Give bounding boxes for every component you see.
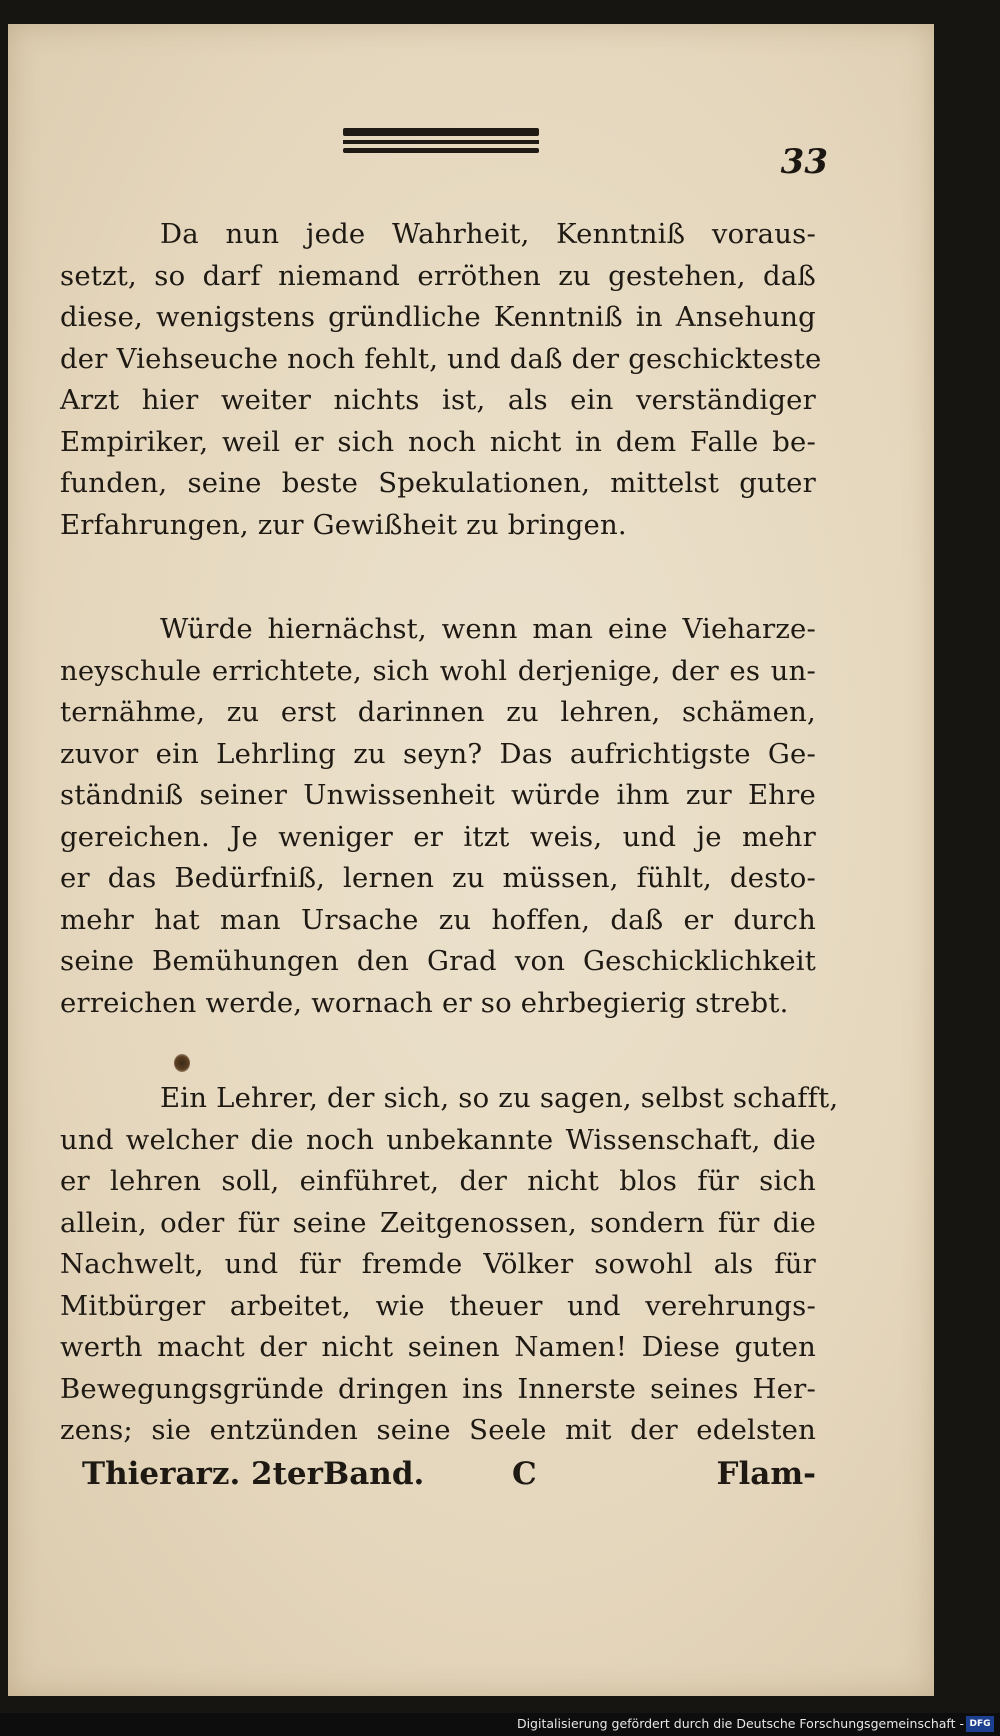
page-number: 33 [780, 142, 828, 182]
text-line: Erfahrungen, zur Gewißheit zu bringen. [60, 508, 627, 541]
text-line: und welcher die noch unbekannte Wissenschaft, die [60, 1123, 816, 1156]
text-line: werth macht der nicht seinen Namen! Diese guten [60, 1331, 816, 1363]
book-page [8, 24, 934, 1696]
text-line: diese, wenigstens gründliche Kenntniß in Ansehung [60, 301, 816, 333]
text-line: Bewegungsgründe dringen ins Innerste seines Her- [60, 1372, 816, 1405]
text-line: Empiriker, weil er sich noch nicht in dem Falle be- [60, 425, 816, 458]
text-line: Arzt hier weiter nichts ist, als ein verständiger [60, 384, 816, 416]
catchword: Flam- [716, 1456, 816, 1492]
credit-text: Digitalisierung gefördert durch die Deutsche Forschungsgemeinschaft - [516, 1716, 964, 1731]
text-line: Ein Lehrer, der sich, so zu sagen, selbst schafft, [160, 1082, 839, 1114]
text-line: ständniß seiner Unwissenheit würde ihm zur Ehre [60, 779, 816, 811]
text-line: Nachwelt, und für fremde Völker sowohl als für [60, 1248, 816, 1280]
paragraph-1 [60, 214, 822, 546]
text-line: der Viehseuche noch fehlt, und daß der geschickteste [60, 342, 822, 375]
text-line: zens; sie entzünden seine Seele mit der edelsten [60, 1414, 816, 1446]
text-line: zuvor ein Lehrling zu seyn? Das aufrichtigste Ge- [60, 737, 816, 770]
text-line: erreichen werde, wornach er so ehrbegierig strebt. [60, 986, 789, 1019]
text-line: allein, oder für seine Zeitgenossen, sondern für die [60, 1206, 816, 1239]
text-line: Würde hiernächst, wenn man eine Vieharze- [160, 613, 816, 645]
header-ornament [343, 120, 539, 160]
text-line: ternähme, zu erst darinnen zu lehren, schämen, [60, 696, 816, 728]
text-line: Mitbürger arbeitet, wie theuer und verehrungs- [60, 1289, 816, 1322]
text-line: gereichen. Je weniger er itzt weis, und je mehr [60, 820, 816, 853]
ink-stain [174, 1054, 190, 1072]
paragraph-2 [60, 609, 816, 1024]
text-line: er lehren soll, einführet, der nicht blos für sich [60, 1165, 816, 1197]
text-line: Da nun jede Wahrheit, Kenntniß voraus- [160, 218, 816, 250]
paragraph-3 [60, 1078, 839, 1452]
text-line: seine Bemühungen den Grad von Geschicklichkeit [60, 945, 816, 977]
dfg-logo-icon: DFG [966, 1716, 994, 1732]
text-line: mehr hat man Ursache zu hoffen, daß er durch [60, 903, 816, 936]
signature-mark: C [512, 1456, 537, 1492]
text-line: neyschule errichtete, sich wohl derjenige, der es un- [60, 654, 816, 687]
text-line: er das Bedürfniß, lernen zu müssen, fühlt, desto- [60, 862, 816, 894]
signature-line: Thierarz. 2terBand. [82, 1456, 425, 1492]
text-line: setzt, so darf niemand erröthen zu gestehen, daß [60, 259, 816, 292]
page-footer [82, 1456, 816, 1502]
text-line: funden, seine beste Spekulationen, mittelst guter [60, 467, 816, 499]
